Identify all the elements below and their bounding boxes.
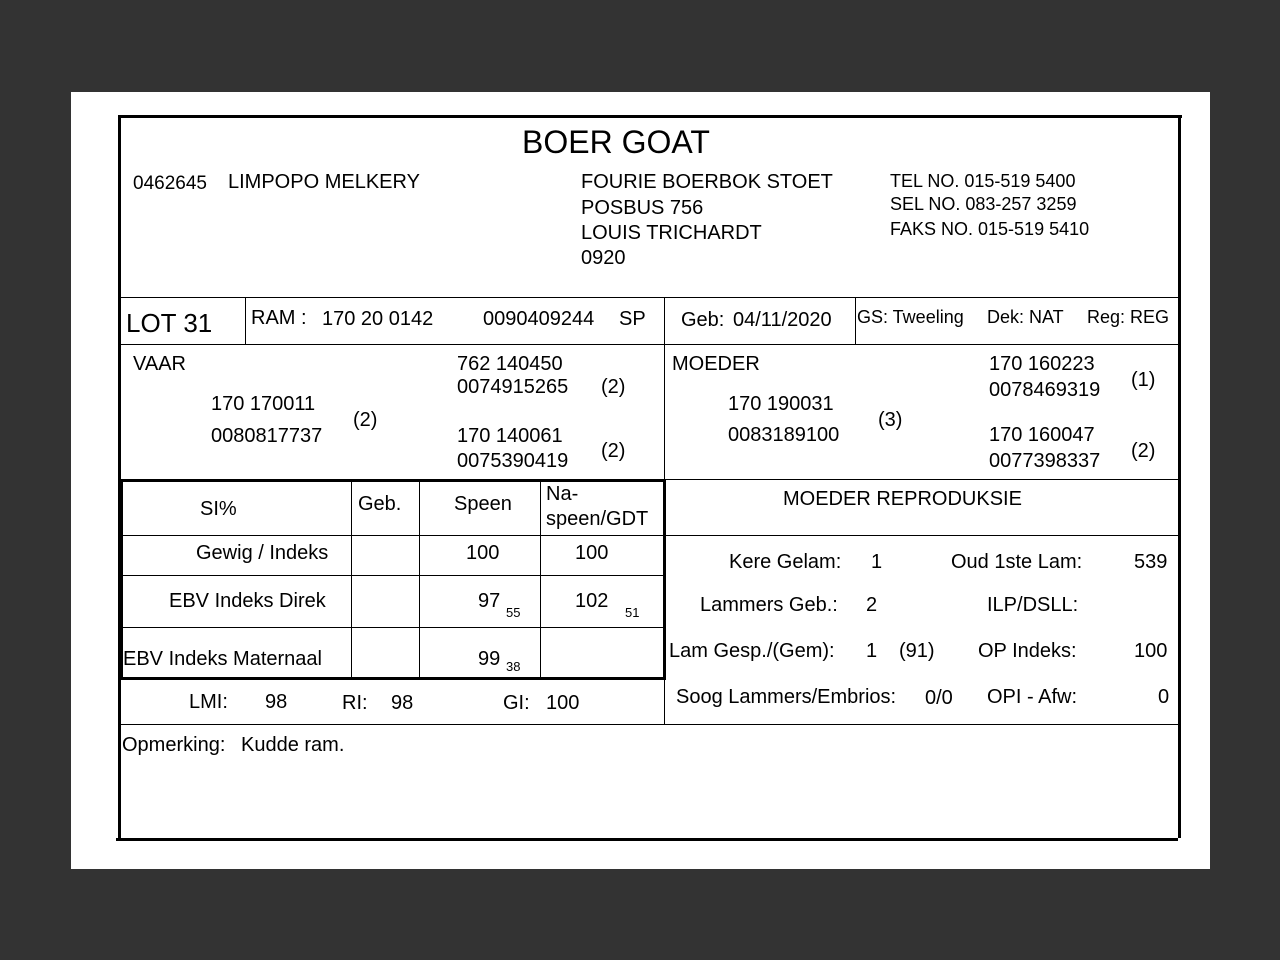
opi-afw-label: OPI - Afw: [987,686,1078,708]
birth-status: GS: Tweeling [857,307,964,327]
lam-gesp-label: Lam Gesp./(Gem): [669,640,835,662]
dam-id: 170 190031 [728,393,834,415]
rule-center-bottom [663,480,666,680]
sire-count: (2) [353,409,378,431]
registration-status: Reg: REG [1087,307,1170,327]
soog-lammers-value: 0/0 [925,687,953,709]
breeder-address-2: LOUIS TRICHARDT [581,222,762,244]
op-indeks-label: OP Indeks: [978,640,1077,662]
index-row-speen-accuracy: 55 [506,605,521,620]
border-right [1178,115,1181,838]
owner-name: LIMPOPO MELKERY [228,171,420,193]
rule-index-row-2 [121,627,664,628]
index-row-speen: 99 [478,648,501,670]
dam-sire-reg: 0078469319 [989,379,1101,401]
sire-sire-count: (2) [601,376,626,398]
index-header-si: SI% [200,498,237,520]
card-title: BOER GOAT [522,124,710,160]
sire-reg: 0080817737 [211,425,323,447]
ram-id: 170 20 0142 [322,308,434,330]
index-row-label: EBV Indeks Direk [169,590,326,612]
breeder-tel: TEL NO. 015-519 5400 [890,171,1076,191]
ram-reg-number: 0090409244 [483,308,595,330]
ri-value: 98 [391,692,414,714]
birth-label: Geb: [681,309,725,331]
index-row-label: EBV Indeks Maternaal [123,648,322,670]
rule-birth-divider [855,298,856,344]
dam-reg: 0083189100 [728,424,840,446]
dam-sire-count: (1) [1131,369,1156,391]
kere-gelam-label: Kere Gelam: [729,551,842,573]
oud-1ste-lam-label: Oud 1ste Lam: [951,551,1083,573]
sire-id: 170 170011 [211,393,316,415]
lam-gesp-average: (91) [899,640,935,662]
sire-dam-count: (2) [601,440,626,462]
rule-index-head-left [121,535,664,536]
rule-header [121,297,1178,298]
index-header-naspeen-1: Na- [546,483,579,505]
lammers-geb-value: 2 [866,594,878,616]
index-header-naspeen-2: speen/GDT [546,508,649,530]
op-indeks-value: 100 [1134,640,1168,662]
lot-number: LOT 31 [126,308,213,338]
lmi-value: 98 [265,691,288,713]
opi-afw-value: 0 [1158,686,1170,708]
rule-col-speen [419,482,420,677]
dam-label: MOEDER [672,353,760,375]
reproduction-title: MOEDER REPRODUKSIE [783,488,1022,510]
lam-gesp-value: 1 [866,640,878,662]
index-row-speen: 97 [478,590,501,612]
sire-sire-id: 762 140450 [457,353,563,375]
mating-type: Dek: NAT [987,307,1064,327]
dam-count: (3) [878,409,903,431]
index-row-naspeen-accuracy: 51 [625,605,640,620]
gi-value: 100 [546,692,580,714]
rule-remarks [121,724,1178,725]
ram-label: RAM : [251,307,307,329]
rule-col-naspeen [540,482,541,677]
border-left [118,115,121,841]
dam-dam-id: 170 160047 [989,424,1095,446]
sire-sire-reg: 0074915265 [457,376,569,398]
sire-dam-id: 170 140061 [457,425,563,447]
rule-index-bottom [121,677,666,680]
gi-label: GI: [503,692,530,714]
dam-sire-id: 170 160223 [989,353,1095,375]
index-row-speen-accuracy: 38 [506,659,521,674]
breeder-address-1: POSBUS 756 [581,197,704,219]
lmi-label: LMI: [189,691,228,713]
owner-code: 0462645 [133,173,207,194]
rule-pedigree-left [121,479,664,482]
rule-col-geb [351,482,352,677]
index-row-naspeen: 102 [575,590,609,612]
dam-dam-count: (2) [1131,440,1156,462]
dam-dam-reg: 0077398337 [989,450,1101,472]
index-row-speen: 100 [466,542,500,564]
ilp-dsll-label: ILP/DSLL: [987,594,1079,616]
breeder-fax: FAKS NO. 015-519 5410 [890,219,1090,239]
breeder-name: FOURIE BOERBOK STOET [581,171,833,193]
ram-class: SP [619,308,646,330]
kere-gelam-value: 1 [871,551,883,573]
sire-dam-reg: 0075390419 [457,450,569,472]
index-header-speen: Speen [454,493,512,515]
rule-center-lower [664,680,665,725]
rule-center-top [664,298,665,480]
oud-1ste-lam-value: 539 [1134,551,1168,573]
ri-label: RI: [342,692,368,714]
rule-lot-divider [245,298,246,344]
border-top [118,115,1182,118]
rule-index-head-right [664,535,1178,536]
lammers-geb-label: Lammers Geb.: [700,594,838,616]
breeder-postal-code: 0920 [581,247,626,269]
sire-label: VAAR [133,353,186,375]
remarks-label: Opmerking: [122,734,226,756]
remarks-text: Kudde ram. [241,734,345,756]
breeder-cell: SEL NO. 083-257 3259 [890,194,1077,214]
index-header-geb: Geb. [358,493,402,515]
birth-date: 04/11/2020 [733,309,832,331]
index-row-naspeen: 100 [575,542,609,564]
rule-index-row-1 [121,575,664,576]
rule-pedigree-right [664,479,1178,480]
index-row-label: Gewig / Indeks [196,542,329,564]
soog-lammers-label: Soog Lammers/Embrios: [676,686,897,708]
rule-lot [121,344,1178,345]
border-bottom [116,838,1178,841]
